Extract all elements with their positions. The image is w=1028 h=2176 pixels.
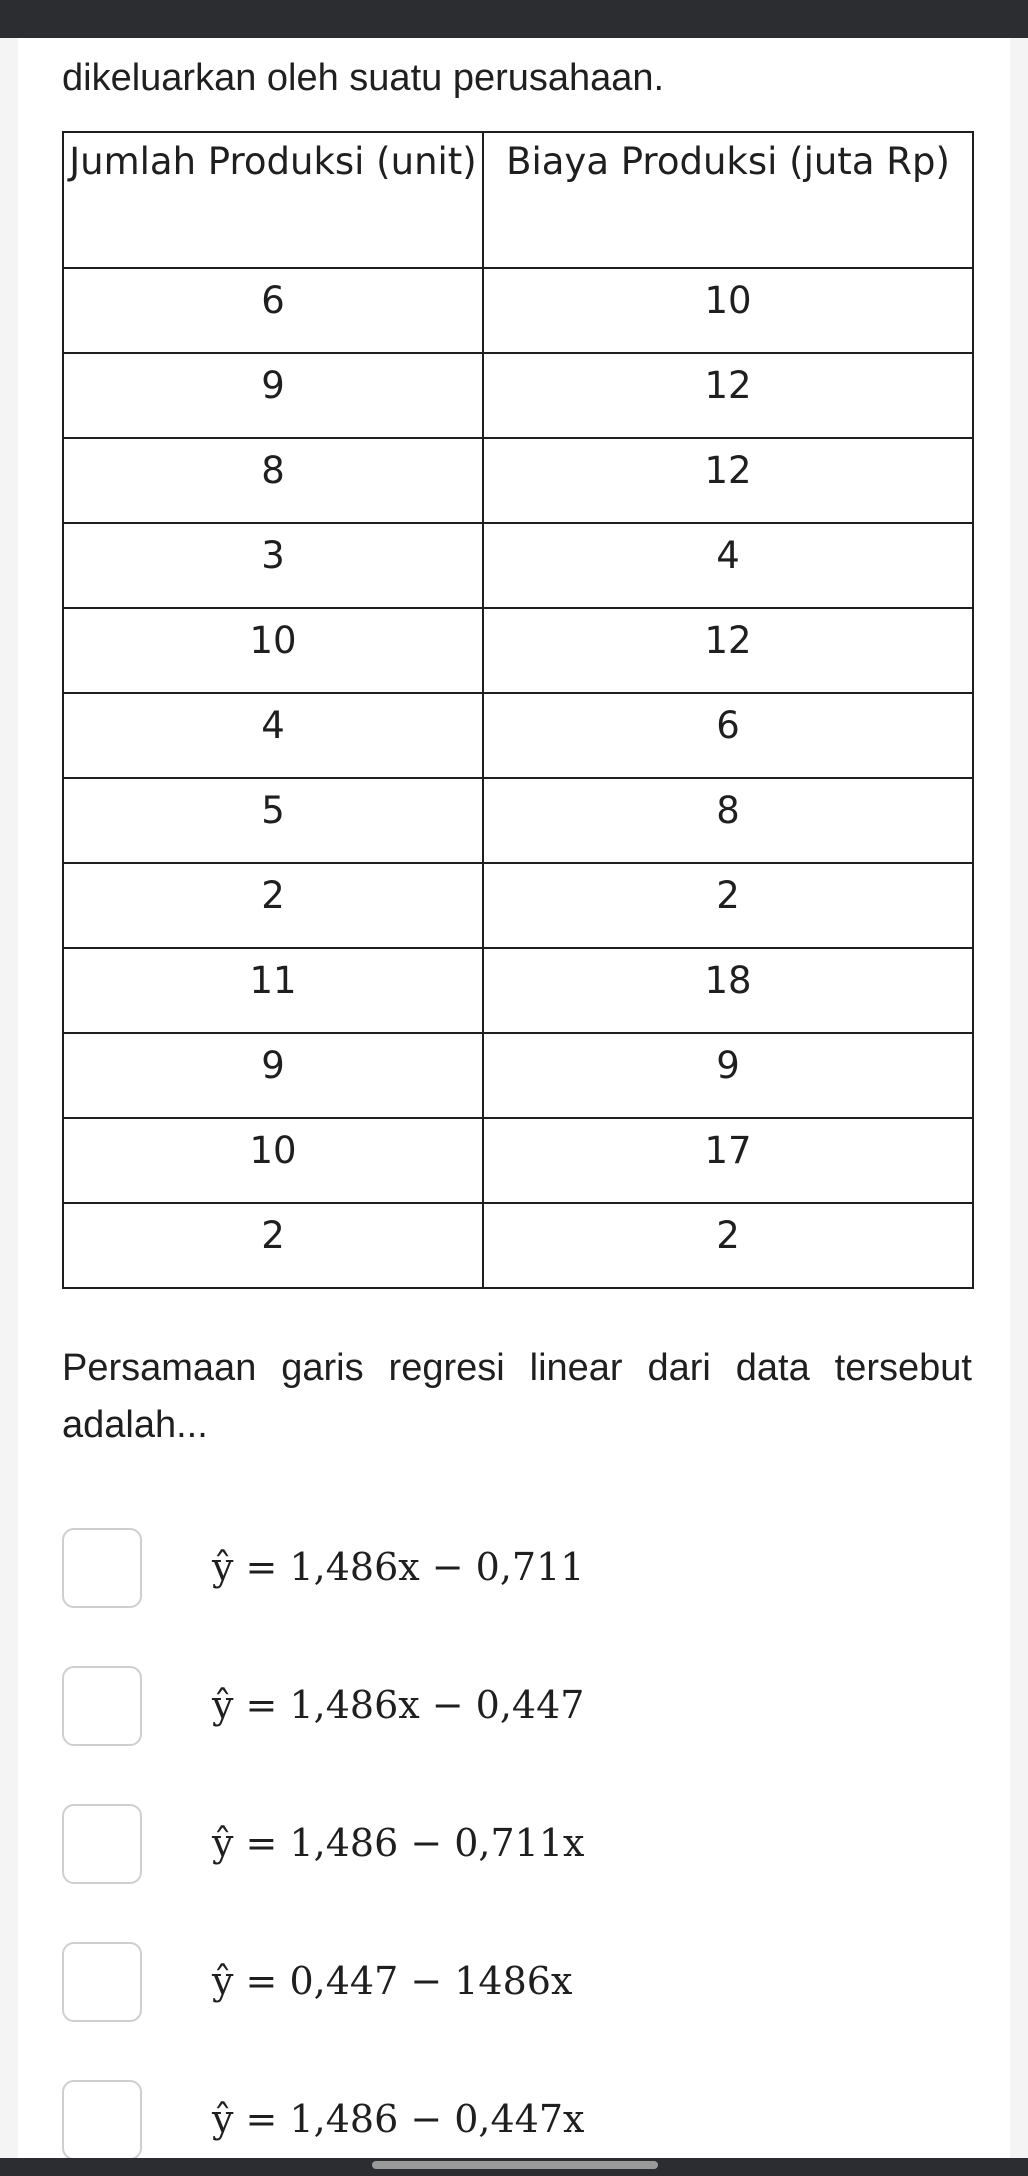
table-cell: 4	[483, 523, 973, 608]
data-table	[62, 131, 974, 1289]
table-cell: 17	[483, 1118, 973, 1203]
option-checkbox[interactable]	[62, 1528, 142, 1608]
table-cell: 10	[63, 1118, 483, 1203]
home-indicator[interactable]	[372, 2161, 658, 2169]
table-cell: 4	[63, 693, 483, 778]
table-cell: 10	[483, 268, 973, 353]
column-header-jumlah-produksi: Jumlah Produksi (unit)	[63, 132, 483, 268]
option-checkbox[interactable]	[62, 1942, 142, 2022]
table-row	[63, 353, 973, 438]
intro-text: dikeluarkan oleh suatu perusahaan.	[62, 57, 665, 99]
option-formula: ŷ = 0,447 − 1486x	[212, 1959, 573, 2003]
table-cell: 12	[483, 438, 973, 523]
table-cell: 2	[483, 863, 973, 948]
table-cell: 2	[63, 1203, 483, 1288]
table-cell: 6	[483, 693, 973, 778]
table-row	[63, 693, 973, 778]
answer-option[interactable]	[62, 1666, 972, 1750]
table-row	[63, 863, 973, 948]
table-cell: 18	[483, 948, 973, 1033]
table-cell: 9	[63, 353, 483, 438]
table-cell: 2	[63, 863, 483, 948]
option-checkbox[interactable]	[62, 2080, 142, 2158]
table-cell: 11	[63, 948, 483, 1033]
question-card	[18, 38, 1010, 2158]
answer-options	[62, 1528, 972, 2158]
table-row	[63, 1203, 973, 1288]
table-row	[63, 1033, 973, 1118]
answer-option[interactable]	[62, 1942, 972, 2026]
table-cell: 10	[63, 608, 483, 693]
table-row	[63, 778, 973, 863]
option-formula: ŷ = 1,486 − 0,711x	[212, 1821, 585, 1865]
option-formula: ŷ = 1,486x − 0,711	[212, 1545, 585, 1589]
table-cell: 12	[483, 608, 973, 693]
table-cell: 8	[63, 438, 483, 523]
table-row	[63, 608, 973, 693]
table-cell: 6	[63, 268, 483, 353]
table-cell: 12	[483, 353, 973, 438]
table-header-row	[63, 132, 973, 268]
table-cell: 5	[63, 778, 483, 863]
table-cell: 9	[483, 1033, 973, 1118]
option-formula: ŷ = 1,486 − 0,447x	[212, 2097, 585, 2141]
table-cell: 8	[483, 778, 973, 863]
table-row	[63, 948, 973, 1033]
option-checkbox[interactable]	[62, 1666, 142, 1746]
answer-option[interactable]	[62, 2080, 972, 2158]
table-row	[63, 268, 973, 353]
option-formula: ŷ = 1,486x − 0,447	[212, 1683, 585, 1727]
status-bar	[0, 0, 1028, 38]
question-text: Persamaan garis regresi linear dari data tersebut adalah...	[62, 1347, 972, 1446]
option-checkbox[interactable]	[62, 1804, 142, 1884]
table-row	[63, 1118, 973, 1203]
column-header-biaya-produksi: Biaya Produksi (juta Rp)	[483, 132, 973, 268]
table-row	[63, 523, 973, 608]
answer-option[interactable]	[62, 1528, 972, 1612]
table-row	[63, 438, 973, 523]
table-cell: 9	[63, 1033, 483, 1118]
table-cell: 2	[483, 1203, 973, 1288]
answer-option[interactable]	[62, 1804, 972, 1888]
table-cell: 3	[63, 523, 483, 608]
